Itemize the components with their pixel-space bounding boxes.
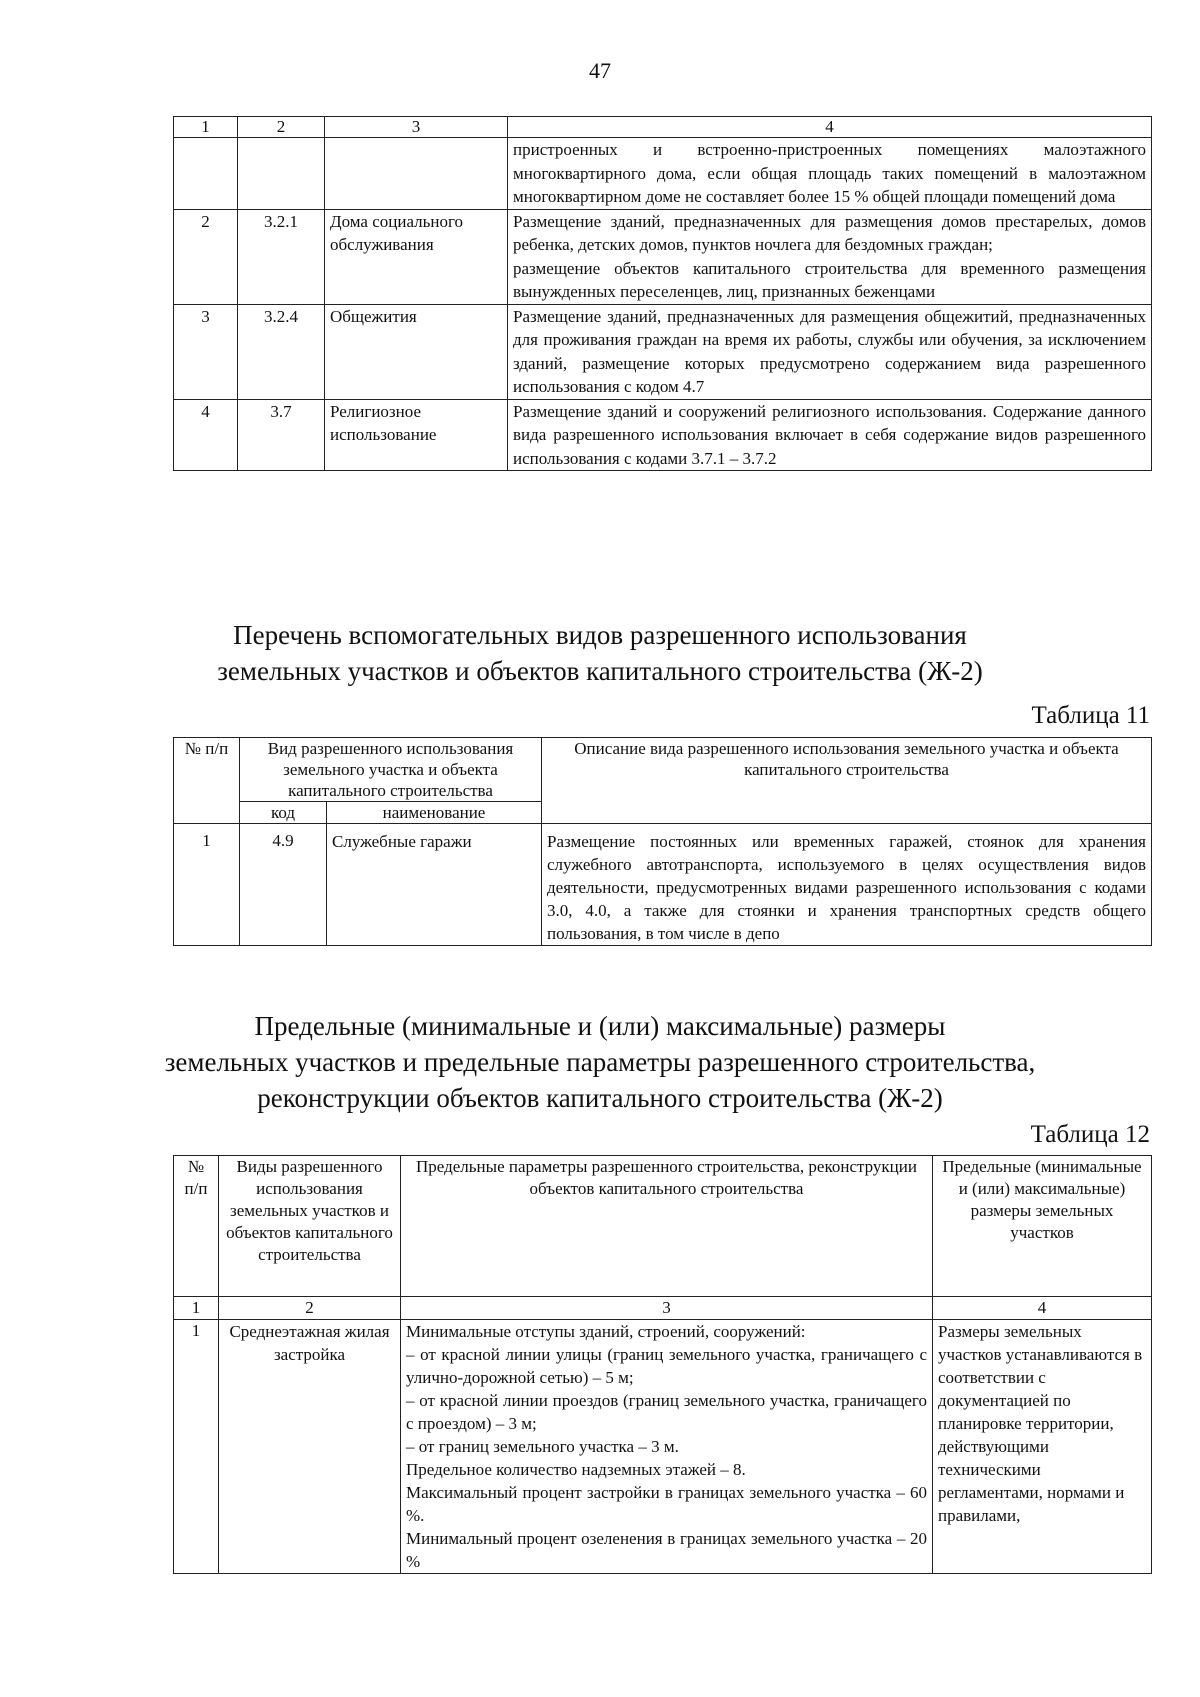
heading-line: Предельные (минимальные и (или) максимальные) размеры: [254, 1011, 946, 1041]
table-row: [174, 399, 1152, 471]
table-header-row: [174, 738, 1152, 802]
table-row: [174, 824, 1152, 946]
heading-line: земельных участков и объектов капитального строительства (Ж-2): [217, 656, 983, 686]
table-11-label: Таблица 11: [1031, 702, 1150, 729]
table-header-row: [174, 117, 1152, 138]
header-kinds: Виды разрешенного использования земельных участков и объектов капитального строительства: [219, 1156, 401, 1297]
col-number-2: 2: [219, 1297, 401, 1320]
row-code: 3.2.4: [238, 304, 325, 399]
header-description: Описание вида разрешенного использования земельного участка и объекта капитального строительства: [542, 738, 1152, 824]
header-sizes: Предельные (минимальные и (или) максимальные) размеры земельных участков: [933, 1156, 1152, 1297]
header-name: наименование: [327, 802, 542, 824]
row-sizes: Размеры земельных участков устанавливаются в соответствии с документацией по планировке территории, действующими техническими регламентами, нормами и правилами,: [933, 1320, 1152, 1574]
row-num: 3: [174, 304, 238, 399]
row-params: [401, 1320, 933, 1574]
row-num: 1: [174, 824, 240, 946]
row-description: Размещение постоянных или временных гаражей, стоянок для хранения служебного автотранспорта, используемого в целях осуществления видов деятельности, предусмотренных видами разрешенного использования с кодами 3.0, 4.0, а также для стоянки и хранения транспортных средств общего пользования, в том числе в депо: [542, 824, 1152, 946]
heading-line: Перечень вспомогательных видов разрешенного использования: [233, 620, 967, 650]
row-num: 2: [174, 209, 238, 304]
param-line: Минимальные отступы зданий, строений, сооружений:: [406, 1322, 806, 1341]
page-number: 47: [589, 58, 611, 83]
table-continued: [173, 116, 1152, 471]
row-code: 4.9: [240, 824, 327, 946]
table-colnum-row: [174, 1297, 1152, 1320]
header-num: № п/п: [174, 738, 240, 824]
param-line: – от границ земельного участка – 3 м.: [406, 1437, 679, 1456]
row-description: пристроенных и встроенно-пристроенных помещениях малоэтажного многоквартирного дома, если общая площадь таких помещений в малоэтажном многоквартирном доме не составляет более 15 % общей площади помещений дома: [508, 138, 1152, 210]
table-12: [173, 1155, 1152, 1574]
table-row: [174, 1320, 1152, 1574]
header-num: № п/п: [174, 1156, 219, 1297]
header-kind: Вид разрешенного использования земельного участка и объекта капитального строительства: [240, 738, 542, 802]
table-row: [174, 138, 1152, 210]
row-num: 4: [174, 399, 238, 471]
param-line: Предельное количество надземных этажей – 8.: [406, 1460, 746, 1479]
row-name: Дома социального обслуживания: [325, 209, 508, 304]
row-name: [325, 138, 508, 210]
row-description: Размещение зданий, предназначенных для размещения общежитий, предназначенных для проживания граждан на время их работы, службы или обучения, за исключением зданий, размещение которых предусмотрено содержанием вида разрешенного использования с кодом 4.7: [508, 304, 1152, 399]
row-code: 3.7: [238, 399, 325, 471]
table-12-label: Таблица 12: [1030, 1121, 1150, 1148]
col-number-1: 1: [174, 1297, 219, 1320]
heading-line: земельных участков и предельные параметры разрешенного строительства,: [164, 1047, 1036, 1077]
row-name: Общежития: [325, 304, 508, 399]
row-code: 3.2.1: [238, 209, 325, 304]
header-code: код: [240, 802, 327, 824]
col-number-3: 3: [325, 117, 508, 138]
param-line: – от красной линии улицы (границ земельного участка, граничащего с улично-дорожной сетью) – 5 м;: [406, 1345, 927, 1387]
col-number-4: 4: [508, 117, 1152, 138]
table-header-row: [174, 1156, 1152, 1297]
header-params: Предельные параметры разрешенного строительства, реконструкции объектов капитального строительства: [401, 1156, 933, 1297]
row-num: 1: [174, 1320, 219, 1574]
row-description: [508, 209, 1152, 304]
col-number-1: 1: [174, 117, 238, 138]
section-heading-auxiliary: [0, 617, 1200, 689]
param-line: Максимальный процент застройки в границах земельного участка – 60 %.: [406, 1483, 927, 1525]
param-line: Минимальный процент озеленения в границах земельного участка – 20 %: [406, 1529, 927, 1571]
table-row: [174, 304, 1152, 399]
row-code: [238, 138, 325, 210]
row-name: Религиозное использование: [325, 399, 508, 471]
col-number-4: 4: [933, 1297, 1152, 1320]
col-number-3: 3: [401, 1297, 933, 1320]
table-row: [174, 209, 1152, 304]
row-name: Служебные гаражи: [327, 824, 542, 946]
param-line: – от красной линии проездов (границ земельного участка, граничащего с проездом) – 3 м;: [406, 1391, 927, 1433]
heading-line: реконструкции объектов капитального строительства (Ж-2): [257, 1083, 943, 1113]
row-kind: Среднеэтажная жилая застройка: [219, 1320, 401, 1574]
row-description: Размещение зданий и сооружений религиозного использования. Содержание данного вида разрешенного использования включает в себя содержание видов разрешенного использования с кодами 3.7.1 – 3.7.2: [508, 399, 1152, 471]
row-description-part1: Размещение зданий, предназначенных для размещения домов престарелых, домов ребенка, детских домов, пунктов ночлега для бездомных граждан;: [513, 211, 1146, 254]
section-heading-limits: [0, 1008, 1200, 1116]
row-description-part2: размещение объектов капитального строительства для временного размещения вынужденных переселенцев, лиц, признанных беженцами: [513, 258, 1146, 301]
row-num: [174, 138, 238, 210]
col-number-2: 2: [238, 117, 325, 138]
table-11: [173, 737, 1152, 946]
